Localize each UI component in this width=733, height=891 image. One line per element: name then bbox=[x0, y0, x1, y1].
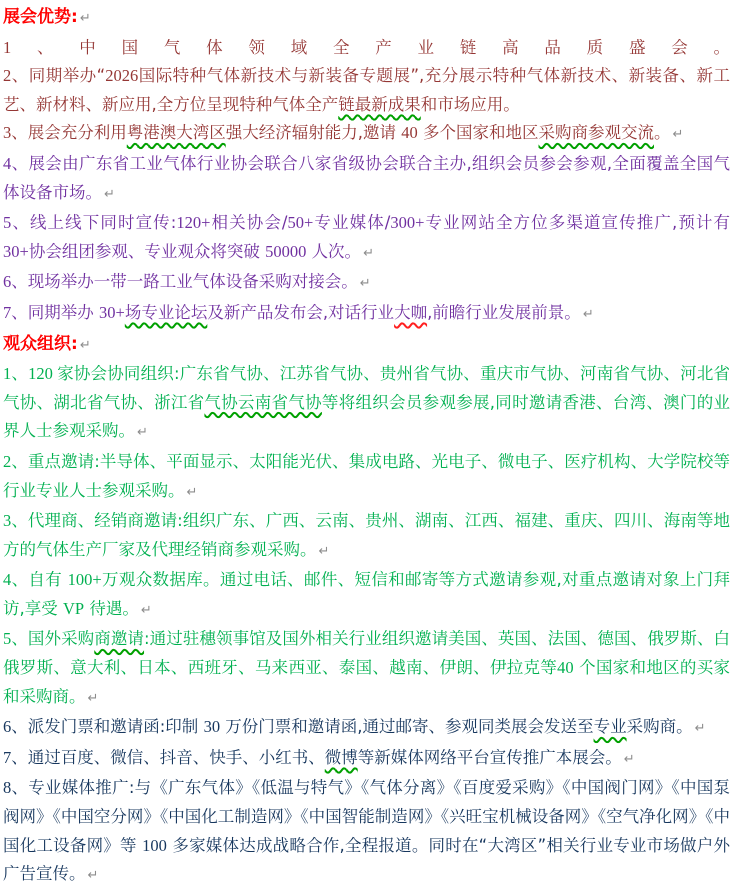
paragraph bbox=[3, 299, 730, 330]
misspelled-text: 微博 bbox=[324, 747, 358, 767]
number-run: 100 bbox=[142, 835, 167, 855]
paragraph bbox=[3, 713, 730, 744]
text-run: 相关协会/ bbox=[210, 213, 288, 233]
text-run: :通过驻穗领事馆及国外相关行业组织邀请美国、英国、法国、德国、俄罗斯、白俄罗斯、意大利、日本、西班牙、马来西亚、泰国、越南、伊朗、伊拉克等 bbox=[3, 629, 731, 678]
paragraph bbox=[3, 448, 730, 507]
text-run: 、线上线下同时宣传: bbox=[11, 213, 177, 233]
number-run: 50000 bbox=[265, 241, 307, 261]
number-run: 120+ bbox=[176, 213, 211, 233]
paragraph-mark-icon: ↵ bbox=[363, 245, 374, 261]
text-run: 等将组织会员参观参展,同时邀请香港、台湾、澳门的业界人士参观采购。 bbox=[3, 392, 731, 441]
misspelled-text: 场专业论坛 bbox=[124, 302, 208, 322]
paragraph bbox=[3, 566, 730, 625]
misspelled-text: 采购商参观交流 bbox=[538, 123, 654, 143]
paragraph-mark-icon: ↵ bbox=[137, 425, 148, 441]
paragraph bbox=[3, 209, 730, 268]
misspelled-text: 专业 bbox=[593, 717, 627, 737]
text-run: 专业网站全方位多渠道宣传推广,预计有 bbox=[424, 213, 731, 233]
paragraph bbox=[3, 744, 730, 775]
number-run: 3 bbox=[3, 511, 12, 531]
number-run: 1 bbox=[3, 37, 12, 57]
text-run: ,前瞻行业发展前景。 bbox=[427, 302, 581, 322]
paragraph-mark-icon: ↵ bbox=[140, 602, 152, 618]
number-run: 7 bbox=[3, 747, 12, 767]
text-run: 、同期举办 bbox=[11, 302, 99, 322]
text-run: 多个国家和地区 bbox=[417, 123, 539, 143]
number-run: 7 bbox=[3, 302, 12, 322]
text-run: 多家媒体达成战略合作,全程报道。同时在“大湾区”相关行业专业市场做户外广告宣传。 bbox=[3, 835, 730, 884]
number-run: 1 bbox=[3, 364, 12, 384]
number-run: 5 bbox=[3, 629, 12, 649]
text-run: 家协会协同组织:广东省气协、江苏省气协、贵州省气协、重庆市气协、河南省气协、河北省气协、湖北省气协、浙江省 bbox=[3, 364, 731, 412]
text-run: 、现场举办一带一路工业气体设备采购对接会。 bbox=[11, 272, 358, 292]
paragraph-mark-icon: ↵ bbox=[359, 276, 371, 292]
paragraph-mark-icon: ↵ bbox=[79, 11, 91, 26]
paragraph-mark-icon: ↵ bbox=[87, 690, 99, 706]
text-run: 、派发门票和邀请函:印制 bbox=[11, 717, 204, 737]
number-run: 50+ bbox=[287, 213, 314, 233]
paragraph-mark-icon: ↵ bbox=[318, 543, 330, 559]
section-heading-text: 展会优势: bbox=[3, 7, 78, 27]
text-run: 、通过百度、微信、抖音、快手、小红书、 bbox=[11, 747, 325, 767]
misspelled-text: 商邀请 bbox=[94, 629, 145, 649]
number-run: 40 bbox=[401, 123, 418, 143]
text-run: 个国家和地区的买家和采购商。 bbox=[3, 658, 730, 706]
misspelled-text: 大咖 bbox=[394, 302, 428, 322]
text-run: 及新产品发布会,对话行业 bbox=[207, 302, 395, 322]
text-run: 、 bbox=[11, 364, 29, 384]
paragraph bbox=[3, 625, 730, 713]
number-run: 120 bbox=[28, 364, 58, 384]
text-run: 、国外采购 bbox=[11, 629, 95, 649]
section-heading bbox=[3, 330, 730, 361]
paragraph bbox=[3, 34, 730, 63]
text-run: 、专业媒体推广:与《广东气体》《低温与特气》《气体分离》《百度爱采购》《中国阀门网》《中国泵阀网》《中国空分网》《中国化工制造网》《中国智能制造网》《兴旺宝机械设备网》《空气净化网》《中国化工设备网》等 bbox=[3, 778, 730, 855]
paragraph-mark-icon: ↵ bbox=[582, 306, 594, 322]
text-run: 和市场应用。 bbox=[420, 94, 520, 114]
text-run: 待遇。 bbox=[84, 598, 139, 618]
number-run: 3 bbox=[3, 123, 12, 143]
number-run: 8 bbox=[3, 778, 12, 798]
text-run: 、同期举办“ bbox=[11, 66, 106, 86]
paragraph bbox=[3, 360, 730, 448]
text-run: 采购商。 bbox=[626, 717, 693, 737]
misspelled-text: 粤港澳大湾区 bbox=[126, 123, 226, 143]
paragraph bbox=[3, 62, 730, 119]
paragraph-mark-icon: ↵ bbox=[694, 721, 706, 737]
misspelled-text: 气协云南省气协 bbox=[204, 392, 322, 412]
paragraph bbox=[3, 507, 730, 566]
paragraph bbox=[3, 268, 730, 299]
text-run: 、展会充分利用 bbox=[11, 123, 127, 143]
text-run: 、自有 bbox=[11, 570, 68, 590]
paragraph-mark-icon: ↵ bbox=[186, 484, 198, 500]
text-run: 、中国气体领域全产业链高品质盛会。 bbox=[11, 37, 730, 57]
paragraph-mark-icon: ↵ bbox=[79, 337, 91, 353]
text-run: 、展会由广东省工业气体行业协会联合八家省级协会联合主办,组织会员参会参观,全面覆盖全国气体设备市场。 bbox=[3, 153, 730, 202]
number-run: VP bbox=[63, 598, 85, 618]
text-run: 、重点邀请:半导体、平面显示、太阳能光伏、集成电路、光电子、微电子、医疗机构、大学院校等行业专业人士参观采购。 bbox=[3, 451, 730, 500]
text-run: 万观众数据库。通过电话、邮件、短信和邮寄等方式邀请参观,对重点邀请对象上门拜访,享受 bbox=[3, 570, 731, 618]
number-run: 4 bbox=[3, 153, 12, 173]
misspelled-text: 链最新成果 bbox=[338, 94, 421, 114]
number-run: 2 bbox=[3, 66, 12, 86]
number-run: 300+ bbox=[390, 213, 425, 233]
number-run: 30 bbox=[203, 717, 221, 737]
text-run: 人次。 bbox=[306, 241, 362, 261]
number-run: 4 bbox=[3, 570, 12, 590]
number-run: 30+ bbox=[3, 241, 29, 261]
text-run: 、代理商、经销商邀请:组织广东、广西、云南、贵州、湖南、江西、福建、重庆、四川、海南等地方的气体生产厂家及代理经销商参观采购。 bbox=[3, 511, 730, 559]
number-run: 2026 bbox=[105, 66, 139, 86]
text-run: 国际特种气体新技术与新装备专题展”,充分展示特种气体新技术、新装备、新工艺、新材料、新应用,全方位呈现特种气体全产 bbox=[3, 66, 730, 114]
paragraph-mark-icon: ↵ bbox=[87, 868, 99, 884]
text-run: 。 bbox=[654, 123, 671, 143]
paragraph-mark-icon: ↵ bbox=[623, 751, 635, 767]
paragraph bbox=[3, 774, 730, 890]
paragraph bbox=[3, 119, 730, 150]
section-heading bbox=[3, 3, 730, 34]
paragraph-mark-icon: ↵ bbox=[672, 127, 684, 143]
text-run: 强大经济辐射能力,邀请 bbox=[225, 123, 402, 143]
paragraph-mark-icon: ↵ bbox=[104, 186, 115, 202]
number-run: 6 bbox=[3, 272, 12, 292]
text-run: 协会组团参观、专业观众将突破 bbox=[28, 241, 266, 261]
paragraph bbox=[3, 150, 730, 209]
number-run: 40 bbox=[557, 658, 574, 678]
number-run: 30+ bbox=[99, 302, 125, 322]
text-run: 万份门票和邀请函,通过邮寄、参观同类展会发送至 bbox=[220, 717, 594, 737]
number-run: 6 bbox=[3, 717, 12, 737]
text-run: 专业媒体/ bbox=[313, 213, 391, 233]
number-run: 100+ bbox=[67, 570, 102, 590]
number-run: 5 bbox=[3, 213, 12, 233]
section-heading-text: 观众组织: bbox=[3, 333, 78, 354]
text-run: 等新媒体网络平台宣传推广本展会。 bbox=[357, 747, 622, 767]
number-run: 2 bbox=[3, 451, 12, 471]
